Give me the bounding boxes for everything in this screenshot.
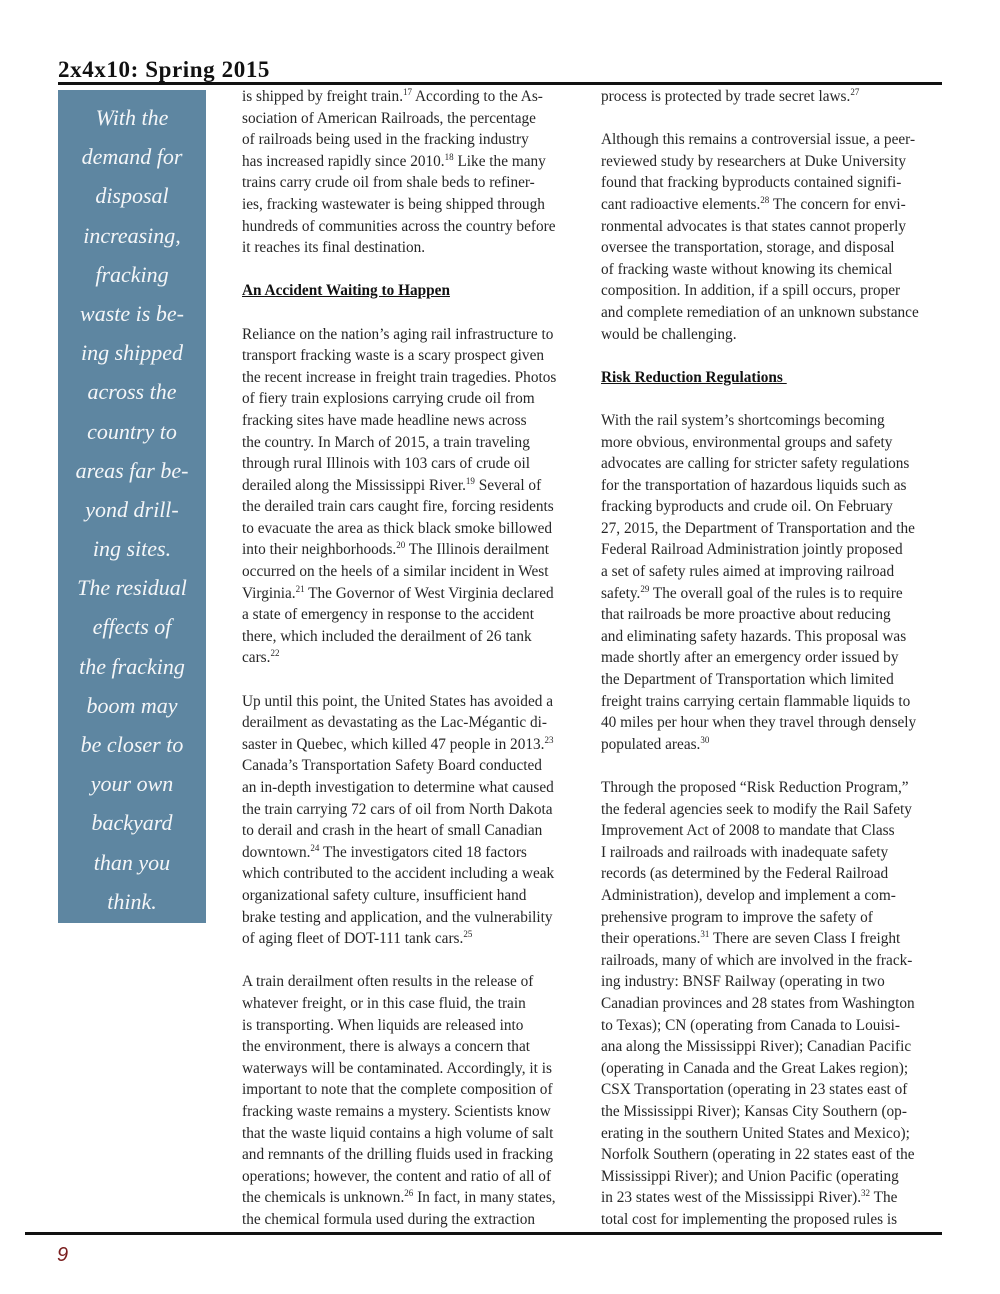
text-line: Federal Railroad Administration jointly proposed: [601, 541, 903, 559]
paragraph: [242, 971, 587, 1230]
footnote-ref: 29: [640, 583, 650, 594]
text-line: saster in Quebec, which killed 47 people in 2013.23: [242, 734, 554, 753]
text-line: into their neighborhoods.$^{20}$ The Illinois derailment: [242, 540, 549, 559]
text-line: to Texas); CN (operating from Canada to Louisi-: [601, 1016, 900, 1034]
text-line: it reaches its final destination.: [242, 239, 426, 257]
text-line: ing industry: BNSF Railway (operating in two: [601, 973, 885, 991]
footnote-ref: 23: [544, 734, 554, 745]
text-line: populated areas.$^{30}$: [601, 734, 710, 753]
text-line: brake testing and application, and the vulnerability: [242, 908, 553, 926]
text-line: reviewed study by researchers at Duke University: [601, 152, 906, 170]
pull-quote-line: areas far be-: [75, 457, 189, 483]
text-line: that the waste liquid contains a high volume of salt: [242, 1124, 554, 1142]
text-line: Through the proposed “Risk Reduction Program,”: [601, 779, 909, 796]
text-line: there, which included the derailment of 26 tank: [242, 627, 532, 645]
text-line: records (as determined by the Federal Railroad: [601, 865, 889, 883]
text-line: downtown.$^{24}$ The investigators cited 18 factors: [242, 842, 527, 861]
text-line: the Mississippi River); Kansas City Southern (op-: [601, 1102, 907, 1120]
text-line: With the rail system’s shortcomings becoming: [601, 411, 885, 429]
text-line: Improvement Act of 2008 to mandate that Class: [601, 822, 895, 840]
pull-quote-line: demand for: [81, 144, 183, 170]
text-line: Mississippi River); and Union Pacific (operating: [601, 1167, 899, 1185]
text-line: cars.$^{22}$: [242, 648, 280, 667]
text-line: in 23 states west of the Mississippi River).$^{32}$ The: [601, 1188, 898, 1207]
pull-quote-line: effects of: [92, 614, 172, 640]
section-heading-accident: An Accident Waiting to Happen: [242, 282, 450, 300]
paragraph: [601, 129, 946, 345]
text-line: important to note that the complete composition of: [242, 1081, 553, 1099]
text-line: total cost for implementing the proposed rules is: [601, 1210, 898, 1228]
text-line: the federal agencies seek to modify the Rail Safety: [601, 800, 912, 818]
text-line: occurred on the heels of a similar incident in West: [242, 563, 549, 581]
text-line: (operating in Canada and the Great Lakes region);: [601, 1059, 909, 1077]
text-line: erating in the southern United States and Mexico);: [601, 1124, 910, 1142]
text-line: ana along the Mississippi River); Canadian Pacific: [601, 1038, 912, 1056]
pull-quote-line: be closer to: [80, 732, 184, 757]
text-line: to evacuate the area as thick black smoke billowed: [242, 519, 553, 537]
text-line: organizational safety culture, insufficient hand: [242, 886, 527, 904]
footnote-ref: 21: [295, 583, 305, 594]
text-line: the country. In March of 2015, a train traveling: [242, 433, 530, 451]
pull-quote-line: disposal: [95, 183, 169, 209]
text-line: the Department of Transportation which limited: [601, 671, 894, 689]
text-line: sociation of American Railroads, the percentage: [242, 109, 536, 127]
pull-quote-line: fracking: [95, 261, 169, 287]
footnote-ref: 32: [861, 1188, 871, 1199]
text-line: process is protected by trade secret laws.$^{27}$: [601, 87, 860, 105]
text-line: Up until this point, the United States has avoided a: [242, 692, 553, 710]
text-line: more obvious, environmental groups and safety: [601, 433, 893, 451]
text-line: Virginia.$^{21}$ The Governor of West Virginia declared: [242, 583, 554, 602]
text-line: through rural Illinois with 103 cars of crude oil: [242, 455, 531, 473]
paragraph: [601, 86, 946, 108]
text-line: CSX Transportation (operating in 23 states east of: [601, 1081, 908, 1099]
paragraph: [242, 324, 587, 670]
text-line: an in-depth investigation to determine what caused: [242, 779, 554, 796]
paragraph: [242, 691, 587, 950]
text-line: Canada’s Transportation Safety Board conducted: [242, 757, 542, 775]
text-line: Although this remains a controversial issue, a peer-: [601, 131, 916, 149]
text-line: the environment, there is always a concern that: [242, 1038, 530, 1056]
section-heading-risk-reduction: Risk Reduction Regulations: [601, 368, 787, 386]
text-line: made shortly after an emergency order issued by: [601, 649, 899, 667]
footnote-ref: 22: [270, 648, 280, 659]
text-line: composition. In addition, if a spill occurs, proper: [601, 282, 901, 300]
paragraph-spacer: [601, 755, 946, 777]
text-line: the train carrying 72 cars of oil from North Dakota: [242, 800, 553, 818]
paragraph-spacer: [601, 108, 946, 130]
pull-quote-line: ing shipped: [80, 340, 184, 366]
text-line: which contributed to the accident including a weak: [242, 865, 555, 883]
pull-quote-line: ing sites.: [92, 536, 172, 562]
footer-rule: [25, 1232, 942, 1235]
pull-quote-line: across the: [87, 379, 177, 405]
footnote-ref: 26: [404, 1188, 414, 1199]
pull-quote-line: the fracking: [79, 653, 185, 679]
text-line: has increased rapidly since 2010.18 Like the many: [242, 151, 546, 170]
text-line: found that fracking byproducts contained signifi-: [601, 174, 902, 192]
footnote-ref: 19: [465, 475, 475, 486]
text-line: fracking byproducts and crude oil. On February: [601, 498, 893, 516]
pull-quote-line: boom may: [86, 692, 178, 718]
text-line: the derailed train cars caught fire, forcing residents: [242, 498, 554, 516]
text-line: A train derailment often results in the release of: [242, 973, 534, 991]
header-rule: [58, 82, 942, 85]
text-line: derailed along the Mississippi River.$^{19}$ Several of: [242, 475, 542, 494]
text-line: waterways will be contaminated. Accordingly, it is: [242, 1059, 552, 1077]
text-line: the recent increase in freight train tragedies. Photos: [242, 368, 557, 386]
text-line: oversee the transportation, storage, and disposal: [601, 239, 895, 257]
text-line: their operations.$^{31}$ There are seven Class I freight: [601, 929, 901, 948]
pull-quote-line: With the: [95, 105, 169, 130]
pull-quote-line: than you: [93, 849, 171, 875]
text-line: I railroads and railroads with inadequate safety: [601, 843, 889, 861]
pull-quote-line: country to: [87, 418, 177, 444]
footnote-ref: 25: [463, 929, 473, 940]
paragraph: [242, 86, 587, 259]
text-line: for the transportation of hazardous liquids such as: [601, 476, 907, 494]
text-line: freight trains carrying certain flammable liquids to: [601, 692, 911, 710]
footnote-ref: 18: [444, 151, 454, 162]
text-line: railroads, many of which are involved in the frack-: [601, 951, 913, 969]
footnote-ref: 17: [403, 87, 413, 97]
text-line: trains carry crude oil from shale beds to refiner-: [242, 174, 535, 192]
text-line: derailment as devastating as the Lac-Mégantic di-: [242, 714, 547, 732]
pull-quote-line: yond drill-: [85, 496, 179, 522]
pull-quote: [58, 90, 206, 923]
paragraph-spacer: [242, 950, 587, 972]
text-line: of fracking waste without knowing its chemical: [601, 260, 893, 278]
text-line: Canadian provinces and 28 states from Washington: [601, 994, 915, 1012]
text-line: prehensive program to improve the safety of: [601, 908, 873, 926]
text-line: and complete remediation of an unknown substance: [601, 303, 919, 321]
pull-quote-line: increasing,: [83, 222, 181, 248]
text-line: fracking waste remains a mystery. Scientists know: [242, 1102, 551, 1120]
text-line: and eliminating safety hazards. This proposal was: [601, 627, 907, 645]
paragraph-spacer: [601, 345, 946, 367]
text-line: transport fracking waste is a scary prospect given: [242, 347, 545, 365]
page-number: 9: [57, 1244, 69, 1266]
article-column-left: [242, 86, 587, 1230]
paragraph-spacer: [242, 302, 587, 324]
paragraph-spacer: [601, 388, 946, 410]
text-line: Norfolk Southern (operating in 22 states east of the: [601, 1146, 915, 1164]
pull-quote-line: The residual: [77, 575, 187, 601]
text-line: a state of emergency in response to the accident: [242, 606, 534, 624]
text-line: 40 miles per hour when they travel through densely: [601, 714, 917, 732]
text-line: Reliance on the nation’s aging rail infrastructure to: [242, 325, 554, 343]
text-line: of aging fleet of DOT-111 tank cars.$^{25}$: [242, 929, 473, 948]
text-line: the chemical formula used during the extraction: [242, 1210, 536, 1228]
paragraph: [601, 777, 946, 1230]
text-line: advocates are calling for stricter safety regulations: [601, 455, 910, 473]
footnote-ref: 28: [760, 194, 770, 205]
text-line: operations; however, the content and ratio of all of: [242, 1167, 552, 1185]
pull-quote-line: waste is be-: [80, 300, 184, 326]
footnote-ref: 31: [700, 929, 710, 940]
text-line: whatever freight, or in this case fluid, the train: [242, 994, 526, 1012]
text-line: that railroads be more proactive about reducing: [601, 606, 891, 624]
text-line: would be challenging.: [601, 325, 737, 343]
article-column-right: [601, 86, 946, 1230]
text-line: ies, fracking wastewater is being shipped through: [242, 195, 545, 213]
paragraph-spacer: [242, 259, 587, 281]
text-line: is shipped by freight train.$^{17}$ According to the As-: [242, 87, 543, 105]
text-line: hundreds of communities across the country before: [242, 217, 556, 235]
pull-quote-line: think.: [107, 888, 157, 914]
text-line: cant radioactive elements.$^{28}$ The concern for envi-: [601, 194, 906, 213]
text-line: the chemicals is unknown.$^{26}$ In fact, in many states,: [242, 1188, 556, 1207]
pull-quote-line: backyard: [91, 810, 173, 836]
footnote-ref: 20: [396, 540, 406, 551]
text-line: to derail and crash in the heart of small Canadian: [242, 822, 543, 840]
text-line: of fiery train explosions carrying crude oil from: [242, 390, 535, 408]
footnote-ref: 30: [700, 734, 710, 745]
text-line: safety.$^{29}$ The overall goal of the rules is to require: [601, 583, 903, 602]
text-line: and remnants of the drilling fluids used in fracking: [242, 1146, 553, 1164]
text-line: Administration), develop and implement a com-: [601, 886, 896, 904]
paragraph-spacer: [242, 669, 587, 691]
paragraph: [601, 410, 946, 756]
pull-quote-line: your own: [90, 771, 174, 797]
text-line: fracking sites have made headline news across: [242, 411, 527, 429]
running-head: 2x4x10: Spring 2015: [58, 57, 271, 82]
text-line: ronmental advocates is that states cannot properly: [601, 217, 906, 235]
footnote-ref: 24: [310, 842, 320, 853]
text-line: is transporting. When liquids are released into: [242, 1016, 524, 1034]
text-line: of railroads being used in the fracking industry: [242, 131, 529, 149]
text-line: a set of safety rules aimed at improving railroad: [601, 563, 895, 581]
footnote-ref: 27: [850, 87, 860, 97]
text-line: 27, 2015, the Department of Transportation and the: [601, 519, 915, 537]
